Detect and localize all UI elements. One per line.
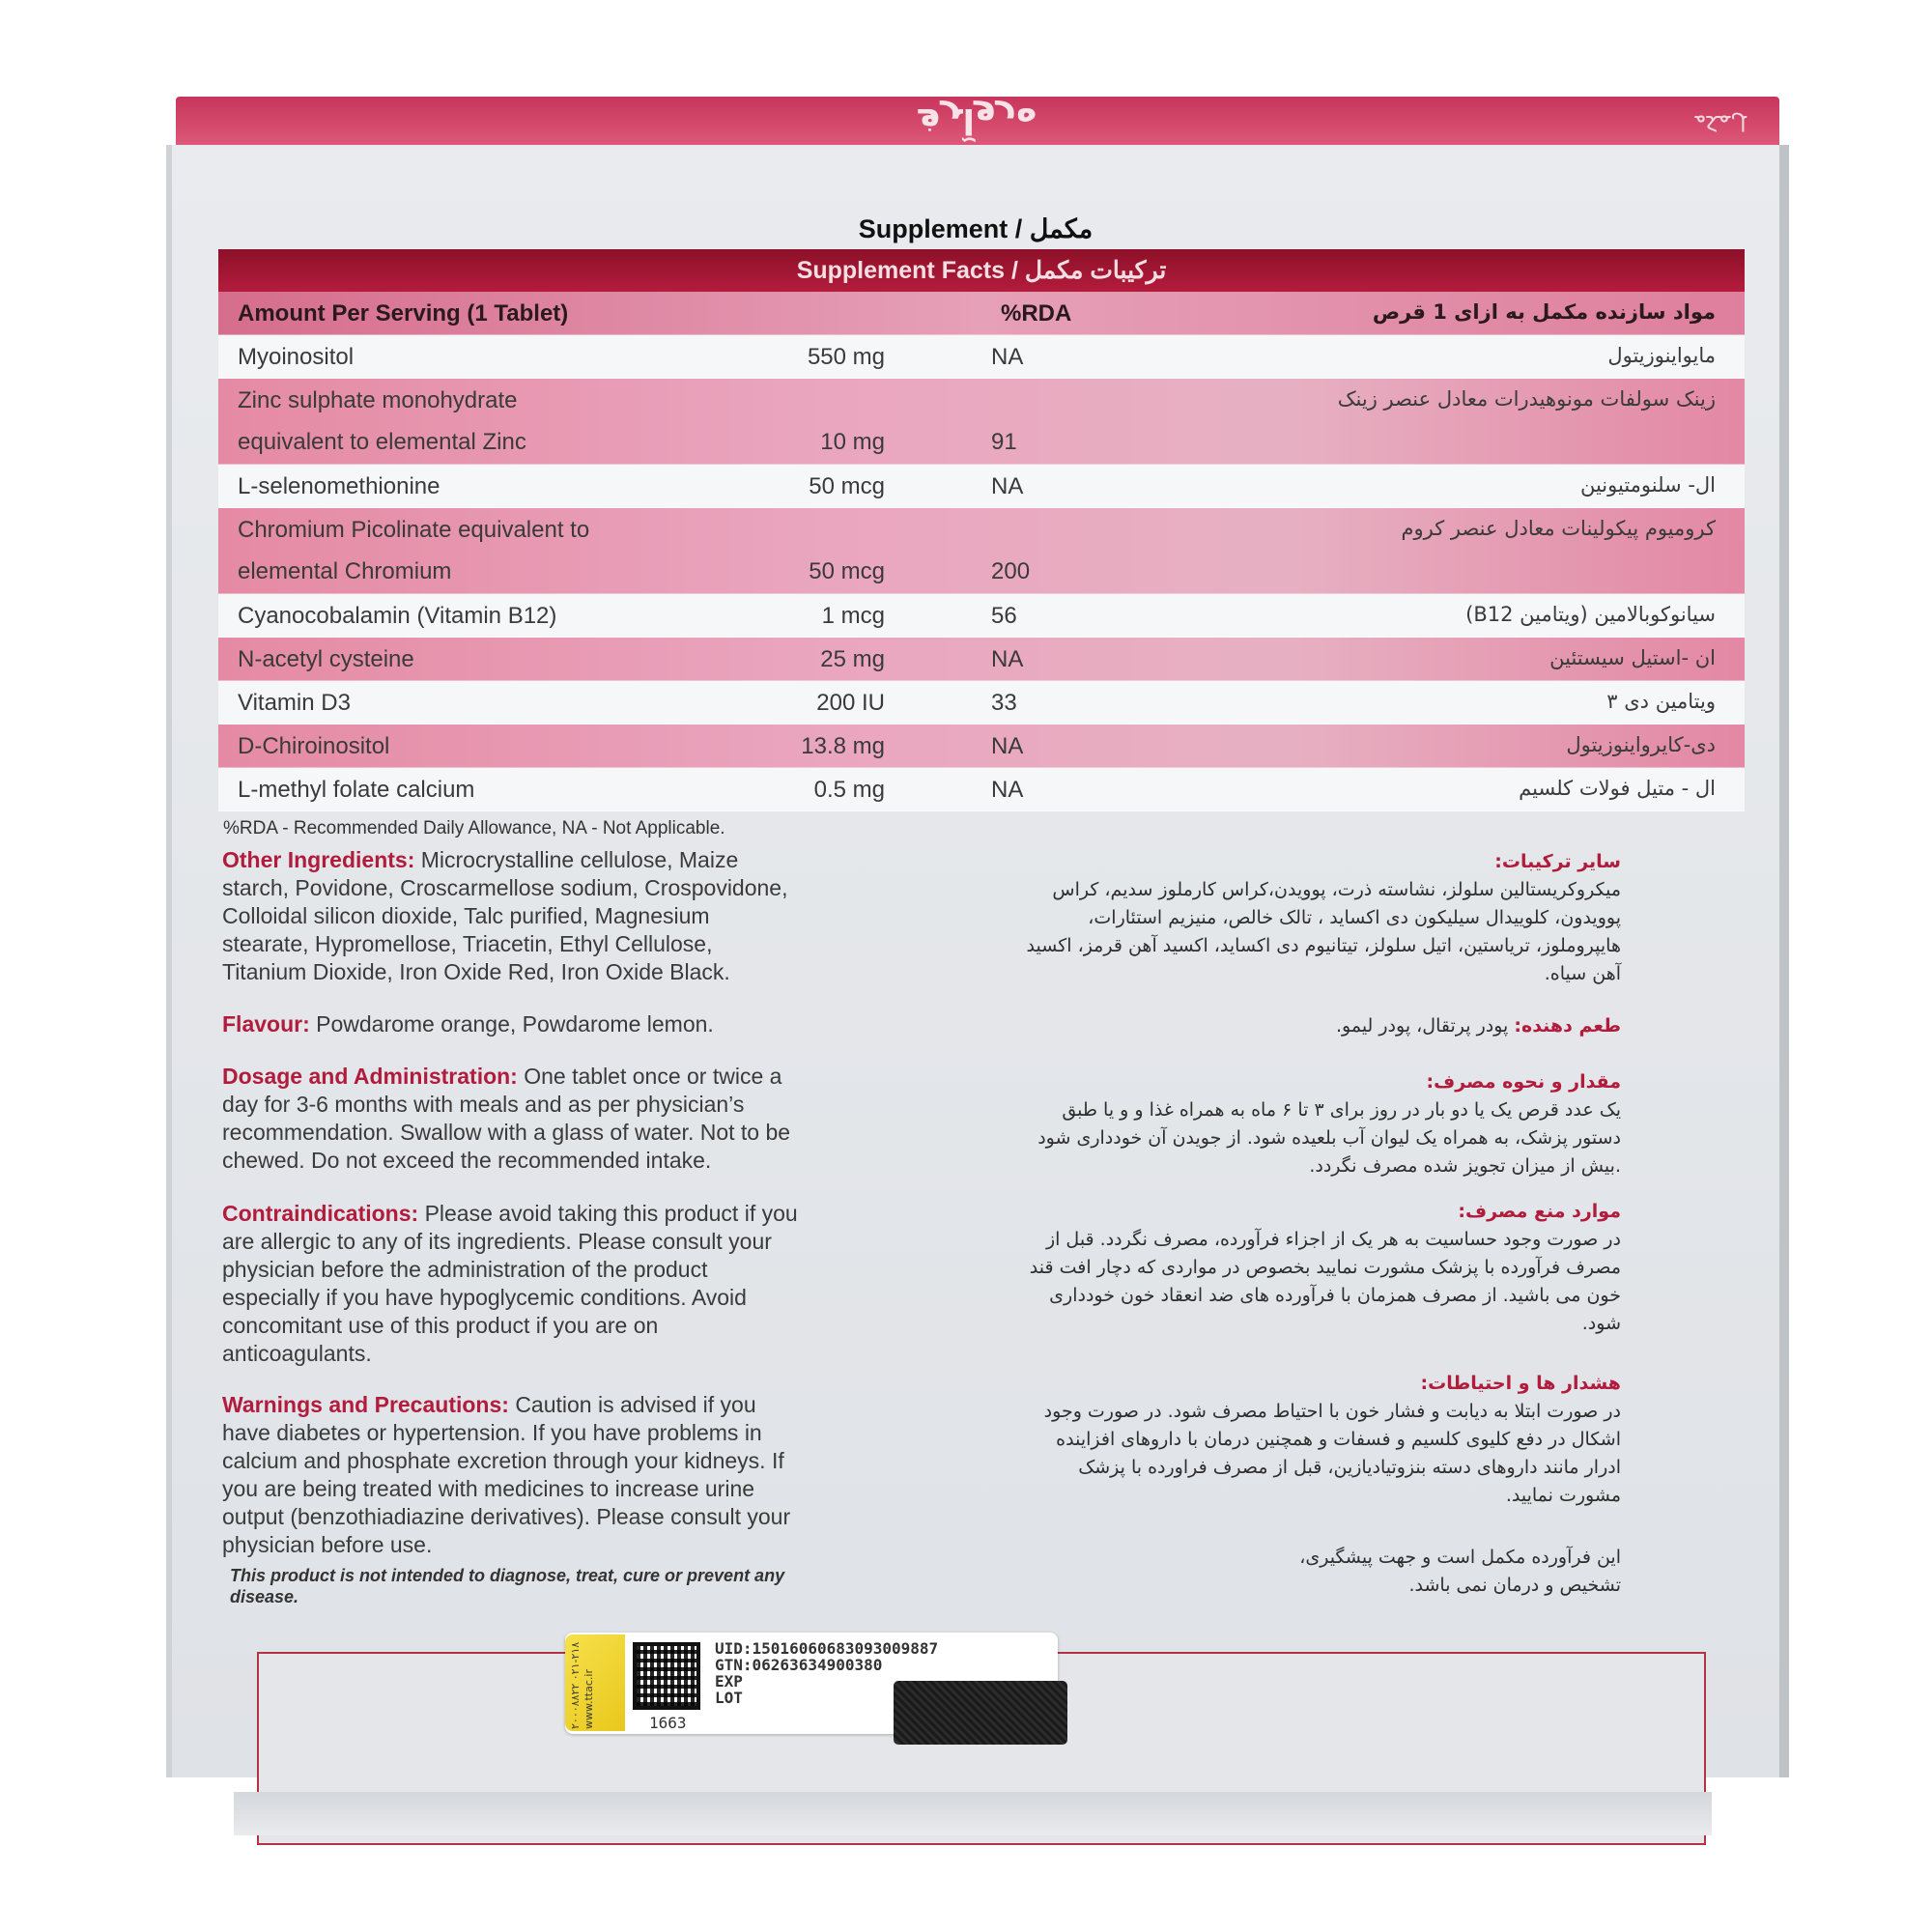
table-row — [218, 638, 1745, 681]
ingredient-rda: NA — [991, 777, 1024, 803]
ingredient-amount: 10 mg — [820, 429, 885, 455]
page-title: Supplement / مکمل — [858, 214, 1094, 243]
ingredient-amount: 1 mcg — [821, 603, 885, 629]
ingredient-name-fa: مایواینوزیتول — [1607, 344, 1716, 367]
flavour-en — [222, 1010, 802, 1038]
warnings-fa — [1022, 1370, 1621, 1510]
ingredient-name: L-methyl folate calcium — [238, 777, 475, 803]
col-rda-label: %RDA — [1001, 300, 1072, 327]
exp-label: EXP — [715, 1672, 743, 1690]
table-row — [218, 724, 1745, 768]
ingredient-name-fa: ان -استیل سیستئین — [1549, 646, 1716, 669]
contraindications-label: Contraindications: — [222, 1201, 419, 1226]
ingredient-amount: 50 mcg — [809, 473, 885, 499]
ingredient-rda: 91 — [991, 429, 1017, 455]
warnings-text-fa: در صورت ابتلا به دیابت و فشار خون با احتیاط مصرف شود. در صورت وجود اشکال در دفع کلیوی کلسیم و فسفات و همچنین درمان با داروهای افزاینده ادرار مانند داروهای دسته بنزوتیادیازین، قبل از مصرف فراورده با پزشک مشورت نمایید. — [1043, 1401, 1621, 1506]
ingredient-amount: 550 mg — [807, 344, 885, 370]
hologram-sticker — [565, 1634, 625, 1731]
ingredient-rda: NA — [991, 646, 1024, 672]
ingredient-name: Chromium Picolinate equivalent to — [238, 517, 590, 543]
ingredient-name-fa: زینک سولفات مونوهیدرات معادل عنصر زینک — [1337, 387, 1716, 411]
uid-code: UID:15016060683093009887 — [715, 1639, 939, 1658]
ingredient-amount: 13.8 mg — [801, 733, 885, 759]
warnings-label: Warnings and Precautions: — [222, 1392, 509, 1417]
rda-footnote: %RDA - Recommended Daily Allowance, NA - Not Applicable. — [223, 818, 725, 838]
facts-bar: Supplement Facts / ترکیبات مکمل — [218, 249, 1745, 292]
brand-small-mirrored: ﻞﻤﮑﻣ — [1694, 110, 1747, 134]
sticker-id: 1663 — [649, 1714, 687, 1732]
ingredient-rda: 33 — [991, 690, 1017, 716]
bottom-flap — [234, 1792, 1712, 1835]
table-header-row — [218, 292, 1745, 335]
disclaimer-en: This product is not intended to diagnose, treat, cure or prevent any disease. — [230, 1566, 785, 1606]
other-ingredients-text-fa: میکروکریستالین سلولز، نشاسته ذرت، پوویدن،کراس کارملوز سدیم، کراس پوویدون، کلوییدال سیلیکون دی اکساید ، تالک خالص، منیزیم استئارات، هایپروملوز، تریاستین، اتیل سلولز، تیتانیوم دی اکساید، اکسید آهن قرمز، اکسید آهن سیاه. — [1026, 879, 1621, 984]
ingredient-name: Myoinositol — [238, 344, 355, 370]
dosage-label: Dosage and Administration: — [222, 1064, 518, 1089]
ingredient-name: D-Chiroinositol — [238, 733, 390, 759]
hologram-text: ۲۰۰۰۸۸۲۲ ۰۲۱-۲۱۸ www.ttac.ir — [569, 1641, 595, 1729]
contraindications-text-fa: در صورت وجود حساسیت به هر یک از اجزاء فرآورده، مصرف نگردد. قبل از مصرف فرآورده با پزشک مشورت نمایید بخصوص در مواردی که دچار افت قند خون می باشید. از مصرف همزمان با فرآورده های ضد انعقاد خون خودداری شود. — [1029, 1229, 1621, 1334]
ingredient-amount: 0.5 mg — [813, 777, 885, 803]
ingredient-rda: 56 — [991, 603, 1017, 629]
ingredient-name-fa: ال- سلنومتیونین — [1579, 473, 1716, 497]
other-ingredients-en — [222, 846, 802, 986]
ingredient-name: Cyanocobalamin (Vitamin B12) — [238, 603, 557, 629]
ingredient-rda: 200 — [991, 558, 1031, 584]
ingredient-name-fa: ویتامین دی ۳ — [1606, 690, 1716, 713]
warnings-label-fa: هشدار ها و احتیاطات: — [1420, 1373, 1621, 1394]
contraindications-fa — [1022, 1198, 1621, 1338]
dosage-label-fa: مقدار و نحوه مصرف: — [1426, 1071, 1621, 1093]
flavour-label: Flavour: — [222, 1011, 310, 1037]
qr-code — [633, 1642, 700, 1710]
table-row — [218, 768, 1745, 811]
contraindications-en — [222, 1200, 802, 1368]
box-face — [166, 145, 1789, 1777]
ingredient-name-line2: equivalent to elemental Zinc — [238, 429, 526, 455]
col-amount-label: Amount Per Serving (1 Tablet) — [238, 300, 569, 327]
other-ingredients-label: Other Ingredients: — [222, 847, 415, 872]
flavour-text-fa: پودر پرتقال، پودر لیمو. — [1335, 1015, 1509, 1037]
supplement-facts-table — [218, 249, 1745, 811]
flavour-fa — [1022, 1012, 1621, 1040]
gtin-code: GTN:06263634900380 — [715, 1656, 883, 1674]
ingredient-rda: NA — [991, 733, 1024, 759]
ingredient-amount: 200 IU — [816, 690, 885, 716]
table-row — [218, 681, 1745, 724]
dosage-text: One tablet once or twice a day for 3-6 months with meals and as per physician’s recommendation. Swallow with a glass of water. Not to be chewed. Do not exceed the recommended intake. — [222, 1064, 791, 1173]
ingredient-amount: 25 mg — [820, 646, 885, 672]
ingredient-name-fa: ال - متیل فولات کلسیم — [1519, 777, 1716, 800]
warnings-text: Caution is advised if you have diabetes or hypertension. If you have problems in calcium and phosphate excretion through your kidneys. If you are being treated with medicines to increase urine output (benzothiadiazine derivatives). Please consult your physician before use. — [222, 1392, 791, 1557]
ingredient-name-fa: دی-کایرواینوزیتول — [1566, 733, 1716, 756]
flavour-label-fa: طعم دهنده: — [1514, 1015, 1621, 1037]
table-row — [218, 508, 1745, 594]
table-row — [218, 379, 1745, 465]
ingredient-name-fa: کرومیوم پیکولینات معادل عنصر کروم — [1401, 517, 1716, 540]
dosage-fa — [1022, 1068, 1621, 1180]
other-ingredients-text: Microcrystalline cellulose, Maize starch, Povidone, Croscarmellose sodium, Crospovidone, Colloidal silicon dioxide, Talc purified, Magnesium stearate, Hypromellose, Triacetin, Ethyl Cellulose, Titanium Dioxide, Iron Oxide Red, Iron Oxide Black. — [222, 847, 788, 984]
disclaimer-fa: این فرآورده مکمل است و جهت پیشگیری، تشخیص و درمان نمی باشد. — [1299, 1547, 1621, 1596]
lot-label: LOT — [715, 1689, 743, 1707]
flavour-text: Powdarome orange, Powdarome lemon. — [316, 1011, 714, 1037]
ingredient-name: Vitamin D3 — [238, 690, 351, 716]
col-fa-label: مواد سازنده مکمل به ازای 1 قرص — [1372, 300, 1716, 324]
ingredient-name-fa: سیانوکوبالامین (ویتامین B12) — [1465, 603, 1716, 626]
ingredient-name: Zinc sulphate monohydrate — [238, 387, 518, 413]
dosage-text-fa: یک عدد قرص یک یا دو بار در روز برای ۳ تا ۶ ماه به همراه غذا و و یا طبق دستور پزشک، به همراه یک لیوان آب بلعیده شود. از جویدن آن خودداری شود .بیش از میزان تجویز شده مصرف نگردد. — [1037, 1099, 1621, 1177]
ingredient-name-line2: elemental Chromium — [238, 558, 452, 584]
other-ingredients-fa — [1022, 848, 1621, 988]
other-ingredients-label-fa: سایر ترکیبات: — [1494, 851, 1621, 872]
scratch-panel — [894, 1681, 1067, 1745]
ingredient-rda: NA — [991, 473, 1024, 499]
brand-logo-mirrored: ﻩﺭﻭﺁﺮﻓ — [918, 100, 1037, 140]
ingredient-rda: NA — [991, 344, 1024, 370]
ingredient-amount: 50 mcg — [809, 558, 885, 584]
dosage-en — [222, 1063, 802, 1175]
contraindications-label-fa: موارد منع مصرف: — [1458, 1201, 1621, 1222]
table-row — [218, 594, 1745, 638]
ingredient-name: L-selenomethionine — [238, 473, 440, 499]
table-row — [218, 335, 1745, 379]
warnings-en — [222, 1391, 802, 1559]
table-row — [218, 465, 1745, 508]
contraindications-text: Please avoid taking this product if you are allergic to any of its ingredients. Please consult your physician before the administration of the product especially if you have hypoglycemic conditions. Avoid concomitant use of this product if you are on anticoagulants. — [222, 1201, 798, 1366]
supplement-box-back — [166, 97, 1789, 1835]
ingredient-name: N-acetyl cysteine — [238, 646, 414, 672]
